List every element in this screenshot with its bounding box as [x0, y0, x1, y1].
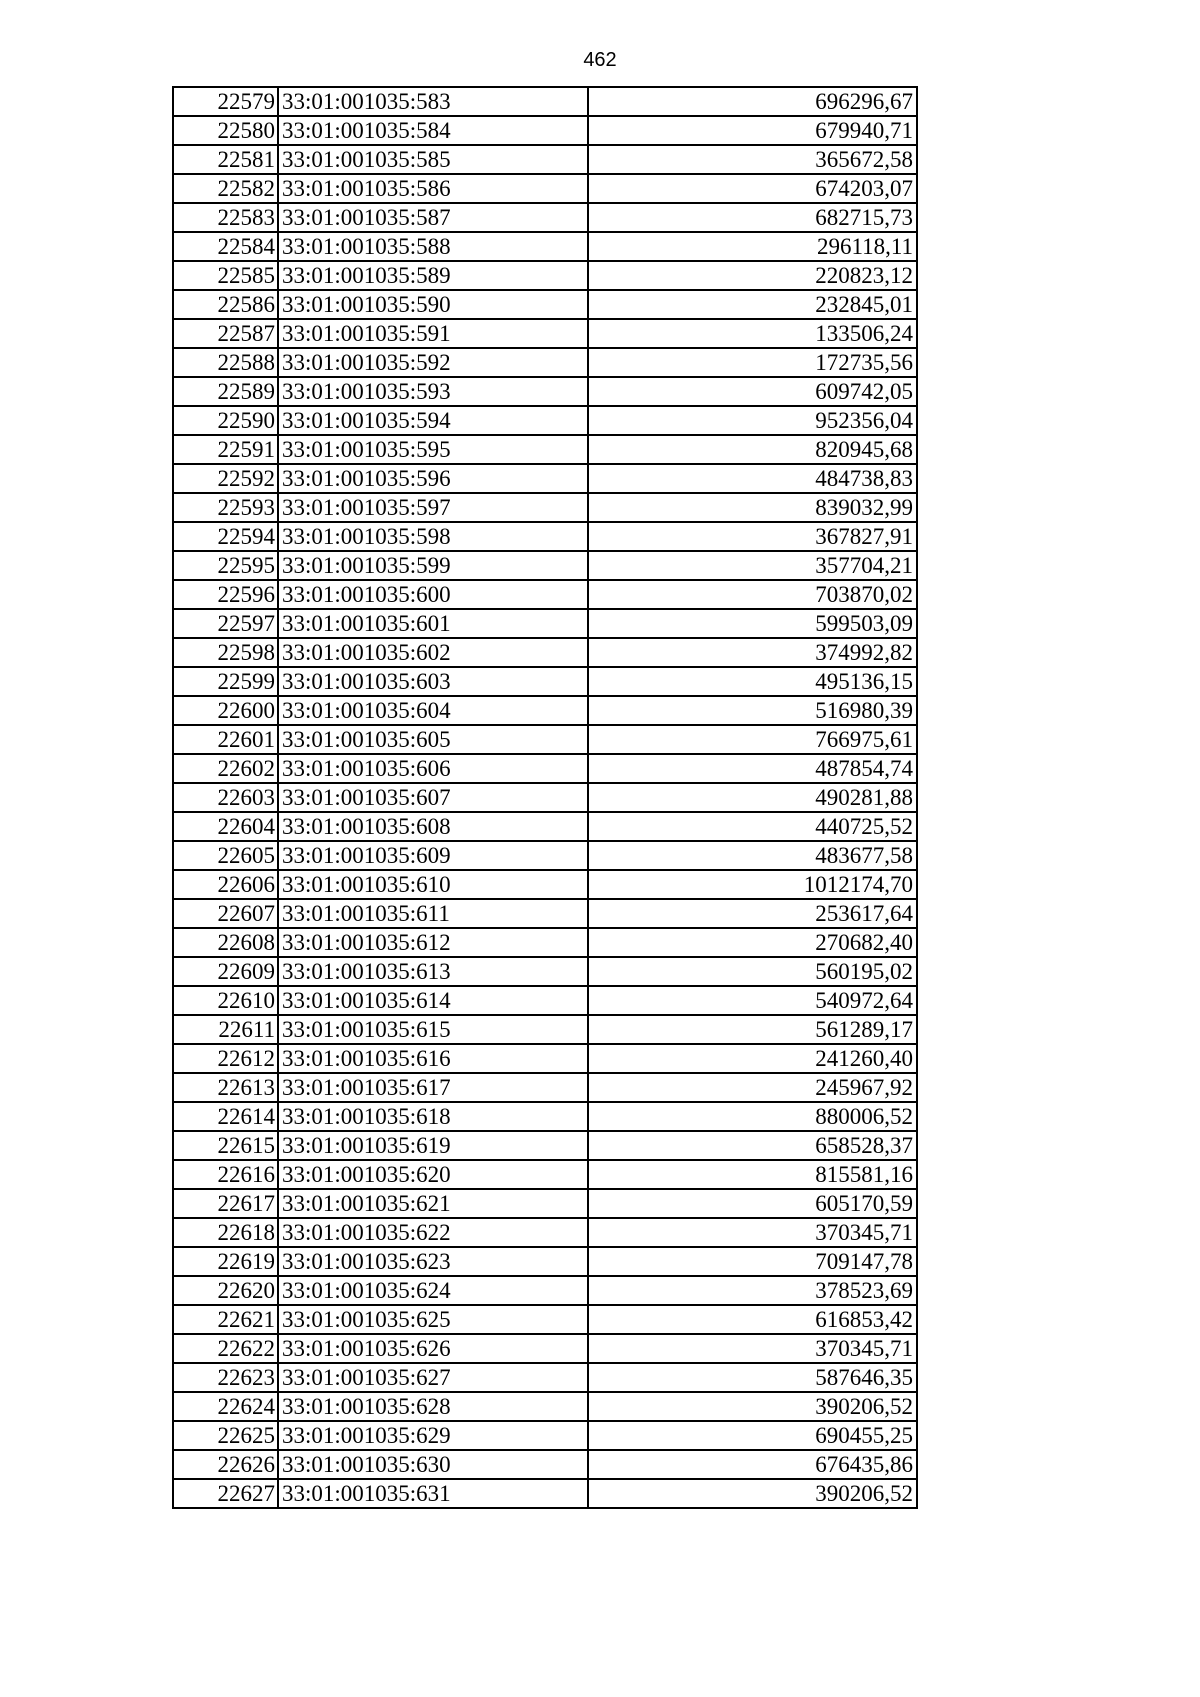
row-number-cell: 22598: [173, 638, 278, 667]
table-row: [173, 1102, 917, 1131]
table-row: [173, 493, 917, 522]
table-row: [173, 145, 917, 174]
row-number-cell: 22588: [173, 348, 278, 377]
table-row: [173, 1044, 917, 1073]
row-number-cell: 22622: [173, 1334, 278, 1363]
cadastral-number-cell: 33:01:001035:610: [278, 870, 588, 899]
row-number-cell: 22600: [173, 696, 278, 725]
cadastral-number-cell: 33:01:001035:605: [278, 725, 588, 754]
table-row: [173, 1015, 917, 1044]
table-row: [173, 638, 917, 667]
cadastral-number-cell: 33:01:001035:607: [278, 783, 588, 812]
row-number-cell: 22596: [173, 580, 278, 609]
value-cell: 560195,02: [588, 957, 917, 986]
table-row: [173, 1334, 917, 1363]
cadastral-number-cell: 33:01:001035:594: [278, 406, 588, 435]
value-cell: 952356,04: [588, 406, 917, 435]
row-number-cell: 22608: [173, 928, 278, 957]
table-row: [173, 174, 917, 203]
row-number-cell: 22602: [173, 754, 278, 783]
value-cell: 495136,15: [588, 667, 917, 696]
cadastral-number-cell: 33:01:001035:584: [278, 116, 588, 145]
table-row: [173, 522, 917, 551]
cadastral-number-cell: 33:01:001035:586: [278, 174, 588, 203]
value-cell: 516980,39: [588, 696, 917, 725]
table-row: [173, 1363, 917, 1392]
cadastral-number-cell: 33:01:001035:590: [278, 290, 588, 319]
value-cell: 690455,25: [588, 1421, 917, 1450]
table-row: [173, 464, 917, 493]
value-cell: 270682,40: [588, 928, 917, 957]
table-row: [173, 1421, 917, 1450]
row-number-cell: 22595: [173, 551, 278, 580]
row-number-cell: 22610: [173, 986, 278, 1015]
cadastral-number-cell: 33:01:001035:629: [278, 1421, 588, 1450]
cadastral-number-cell: 33:01:001035:625: [278, 1305, 588, 1334]
row-number-cell: 22592: [173, 464, 278, 493]
cadastral-number-cell: 33:01:001035:616: [278, 1044, 588, 1073]
table-row: [173, 232, 917, 261]
value-cell: 483677,58: [588, 841, 917, 870]
value-cell: 232845,01: [588, 290, 917, 319]
value-cell: 839032,99: [588, 493, 917, 522]
value-cell: 133506,24: [588, 319, 917, 348]
row-number-cell: 22623: [173, 1363, 278, 1392]
table-row: [173, 928, 917, 957]
value-cell: 370345,71: [588, 1334, 917, 1363]
row-number-cell: 22601: [173, 725, 278, 754]
row-number-cell: 22613: [173, 1073, 278, 1102]
table-row: [173, 1073, 917, 1102]
table-row: [173, 609, 917, 638]
value-cell: 682715,73: [588, 203, 917, 232]
cadastral-number-cell: 33:01:001035:603: [278, 667, 588, 696]
cadastral-number-cell: 33:01:001035:593: [278, 377, 588, 406]
table-row: [173, 1160, 917, 1189]
row-number-cell: 22620: [173, 1276, 278, 1305]
cadastral-number-cell: 33:01:001035:613: [278, 957, 588, 986]
table-row: [173, 116, 917, 145]
row-number-cell: 22587: [173, 319, 278, 348]
row-number-cell: 22607: [173, 899, 278, 928]
table-row: [173, 348, 917, 377]
cadastral-number-cell: 33:01:001035:628: [278, 1392, 588, 1421]
row-number-cell: 22594: [173, 522, 278, 551]
cadastral-number-cell: 33:01:001035:597: [278, 493, 588, 522]
value-cell: 253617,64: [588, 899, 917, 928]
registry-table: [172, 86, 918, 1509]
table-row: [173, 319, 917, 348]
cadastral-number-cell: 33:01:001035:630: [278, 1450, 588, 1479]
row-number-cell: 22590: [173, 406, 278, 435]
cadastral-number-cell: 33:01:001035:631: [278, 1479, 588, 1508]
value-cell: 378523,69: [588, 1276, 917, 1305]
table-row: [173, 1450, 917, 1479]
value-cell: 374992,82: [588, 638, 917, 667]
cadastral-number-cell: 33:01:001035:627: [278, 1363, 588, 1392]
table-row: [173, 899, 917, 928]
row-number-cell: 22581: [173, 145, 278, 174]
row-number-cell: 22624: [173, 1392, 278, 1421]
row-number-cell: 22611: [173, 1015, 278, 1044]
value-cell: 440725,52: [588, 812, 917, 841]
value-cell: 658528,37: [588, 1131, 917, 1160]
value-cell: 487854,74: [588, 754, 917, 783]
cadastral-number-cell: 33:01:001035:608: [278, 812, 588, 841]
row-number-cell: 22585: [173, 261, 278, 290]
cadastral-number-cell: 33:01:001035:619: [278, 1131, 588, 1160]
row-number-cell: 22605: [173, 841, 278, 870]
row-number-cell: 22591: [173, 435, 278, 464]
table-row: [173, 957, 917, 986]
value-cell: 370345,71: [588, 1218, 917, 1247]
cadastral-number-cell: 33:01:001035:609: [278, 841, 588, 870]
row-number-cell: 22621: [173, 1305, 278, 1334]
table-row: [173, 667, 917, 696]
row-number-cell: 22616: [173, 1160, 278, 1189]
row-number-cell: 22599: [173, 667, 278, 696]
page-number: 462: [583, 49, 617, 71]
table-row: [173, 580, 917, 609]
row-number-cell: 22618: [173, 1218, 278, 1247]
row-number-cell: 22612: [173, 1044, 278, 1073]
table-row: [173, 1392, 917, 1421]
row-number-cell: 22627: [173, 1479, 278, 1508]
cadastral-number-cell: 33:01:001035:617: [278, 1073, 588, 1102]
value-cell: 609742,05: [588, 377, 917, 406]
value-cell: 484738,83: [588, 464, 917, 493]
table-row: [173, 1247, 917, 1276]
registry-table-container: [172, 86, 918, 1509]
row-number-cell: 22586: [173, 290, 278, 319]
value-cell: 674203,07: [588, 174, 917, 203]
row-number-cell: 22589: [173, 377, 278, 406]
cadastral-number-cell: 33:01:001035:585: [278, 145, 588, 174]
value-cell: 561289,17: [588, 1015, 917, 1044]
cadastral-number-cell: 33:01:001035:620: [278, 1160, 588, 1189]
table-row: [173, 551, 917, 580]
row-number-cell: 22626: [173, 1450, 278, 1479]
table-row: [173, 783, 917, 812]
row-number-cell: 22617: [173, 1189, 278, 1218]
value-cell: 679940,71: [588, 116, 917, 145]
cadastral-number-cell: 33:01:001035:588: [278, 232, 588, 261]
row-number-cell: 22619: [173, 1247, 278, 1276]
value-cell: 820945,68: [588, 435, 917, 464]
value-cell: 172735,56: [588, 348, 917, 377]
cadastral-number-cell: 33:01:001035:595: [278, 435, 588, 464]
cadastral-number-cell: 33:01:001035:626: [278, 1334, 588, 1363]
row-number-cell: 22593: [173, 493, 278, 522]
table-row: [173, 1305, 917, 1334]
value-cell: 540972,64: [588, 986, 917, 1015]
value-cell: 766975,61: [588, 725, 917, 754]
row-number-cell: 22579: [173, 87, 278, 116]
cadastral-number-cell: 33:01:001035:612: [278, 928, 588, 957]
cadastral-number-cell: 33:01:001035:599: [278, 551, 588, 580]
table-row: [173, 870, 917, 899]
value-cell: 296118,11: [588, 232, 917, 261]
cadastral-number-cell: 33:01:001035:589: [278, 261, 588, 290]
table-row: [173, 754, 917, 783]
value-cell: 709147,78: [588, 1247, 917, 1276]
cadastral-number-cell: 33:01:001035:601: [278, 609, 588, 638]
table-row: [173, 696, 917, 725]
table-row: [173, 1131, 917, 1160]
cadastral-number-cell: 33:01:001035:604: [278, 696, 588, 725]
table-row: [173, 203, 917, 232]
value-cell: 599503,09: [588, 609, 917, 638]
row-number-cell: 22609: [173, 957, 278, 986]
row-number-cell: 22597: [173, 609, 278, 638]
cadastral-number-cell: 33:01:001035:606: [278, 754, 588, 783]
value-cell: 676435,86: [588, 1450, 917, 1479]
cadastral-number-cell: 33:01:001035:596: [278, 464, 588, 493]
value-cell: 605170,59: [588, 1189, 917, 1218]
cadastral-number-cell: 33:01:001035:598: [278, 522, 588, 551]
table-row: [173, 87, 917, 116]
value-cell: 587646,35: [588, 1363, 917, 1392]
value-cell: 1012174,70: [588, 870, 917, 899]
value-cell: 245967,92: [588, 1073, 917, 1102]
row-number-cell: 22580: [173, 116, 278, 145]
cadastral-number-cell: 33:01:001035:615: [278, 1015, 588, 1044]
cadastral-number-cell: 33:01:001035:583: [278, 87, 588, 116]
registry-table-body: [173, 87, 917, 1508]
table-row: [173, 1276, 917, 1305]
cadastral-number-cell: 33:01:001035:614: [278, 986, 588, 1015]
row-number-cell: 22606: [173, 870, 278, 899]
table-row: [173, 1218, 917, 1247]
value-cell: 616853,42: [588, 1305, 917, 1334]
row-number-cell: 22584: [173, 232, 278, 261]
row-number-cell: 22582: [173, 174, 278, 203]
value-cell: 357704,21: [588, 551, 917, 580]
table-row: [173, 812, 917, 841]
row-number-cell: 22614: [173, 1102, 278, 1131]
value-cell: 390206,52: [588, 1392, 917, 1421]
row-number-cell: 22583: [173, 203, 278, 232]
row-number-cell: 22604: [173, 812, 278, 841]
cadastral-number-cell: 33:01:001035:618: [278, 1102, 588, 1131]
table-row: [173, 406, 917, 435]
table-row: [173, 841, 917, 870]
value-cell: 241260,40: [588, 1044, 917, 1073]
cadastral-number-cell: 33:01:001035:587: [278, 203, 588, 232]
value-cell: 880006,52: [588, 1102, 917, 1131]
value-cell: 220823,12: [588, 261, 917, 290]
value-cell: 390206,52: [588, 1479, 917, 1508]
cadastral-number-cell: 33:01:001035:600: [278, 580, 588, 609]
row-number-cell: 22603: [173, 783, 278, 812]
cadastral-number-cell: 33:01:001035:591: [278, 319, 588, 348]
cadastral-number-cell: 33:01:001035:592: [278, 348, 588, 377]
cadastral-number-cell: 33:01:001035:621: [278, 1189, 588, 1218]
table-row: [173, 725, 917, 754]
cadastral-number-cell: 33:01:001035:602: [278, 638, 588, 667]
cadastral-number-cell: 33:01:001035:622: [278, 1218, 588, 1247]
value-cell: 703870,02: [588, 580, 917, 609]
cadastral-number-cell: 33:01:001035:624: [278, 1276, 588, 1305]
value-cell: 490281,88: [588, 783, 917, 812]
table-row: [173, 1479, 917, 1508]
table-row: [173, 1189, 917, 1218]
row-number-cell: 22625: [173, 1421, 278, 1450]
table-row: [173, 377, 917, 406]
value-cell: 815581,16: [588, 1160, 917, 1189]
value-cell: 365672,58: [588, 145, 917, 174]
value-cell: 696296,67: [588, 87, 917, 116]
value-cell: 367827,91: [588, 522, 917, 551]
table-row: [173, 986, 917, 1015]
table-row: [173, 261, 917, 290]
cadastral-number-cell: 33:01:001035:611: [278, 899, 588, 928]
table-row: [173, 290, 917, 319]
row-number-cell: 22615: [173, 1131, 278, 1160]
cadastral-number-cell: 33:01:001035:623: [278, 1247, 588, 1276]
table-row: [173, 435, 917, 464]
